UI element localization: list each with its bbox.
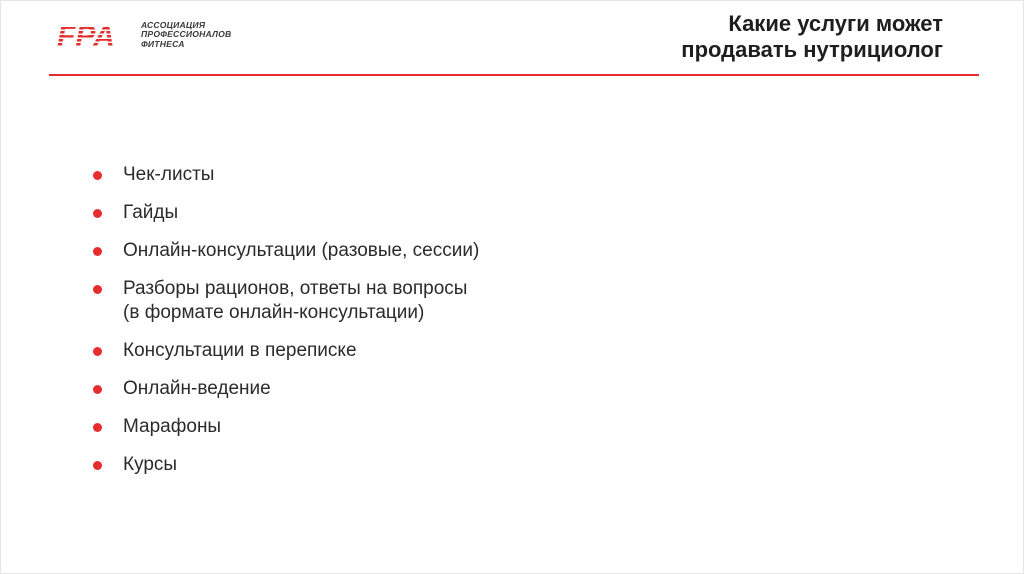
- bullet-dot-icon: [93, 171, 102, 180]
- bullet-dot-icon: [93, 461, 102, 470]
- list-item-text-continued: (в формате онлайн-консультации): [123, 302, 425, 323]
- list-item: [93, 277, 479, 325]
- svg-text:FPA: FPA: [57, 20, 115, 51]
- list-item: [93, 415, 479, 439]
- org-name-line: АССОЦИАЦИЯ: [141, 19, 206, 30]
- bullet-dot-icon: [93, 209, 102, 218]
- bullet-dot-icon: [93, 247, 102, 256]
- fpa-logo: [57, 19, 231, 51]
- bullet-dot-icon: [93, 347, 102, 356]
- bullet-dot-icon: [93, 385, 102, 394]
- list-item: [93, 201, 479, 225]
- services-list: [93, 163, 479, 491]
- list-item-text: Консультации в переписке: [123, 340, 357, 361]
- list-item-text: Разборы рационов, ответы на вопросы: [123, 278, 468, 299]
- list-item-text: Марафоны: [123, 416, 222, 437]
- list-item-text: Чек-листы: [123, 164, 215, 185]
- slide-title-line: Какие услуги может: [728, 11, 943, 36]
- list-item: [93, 453, 479, 477]
- slide-title: [523, 11, 943, 63]
- bullet-dot-icon: [93, 423, 102, 432]
- list-item-text: Онлайн-ведение: [123, 378, 271, 399]
- list-item: [93, 377, 479, 401]
- fpa-logo-mark: [57, 19, 131, 51]
- list-item-text: Онлайн-консультации (разовые, сессии): [123, 240, 480, 261]
- list-item-text: Гайды: [123, 202, 179, 223]
- header-divider: [49, 74, 979, 76]
- org-name: [141, 21, 231, 50]
- list-item-text: Курсы: [123, 454, 178, 475]
- org-name-line: ПРОФЕССИОНАЛОВ: [141, 29, 232, 40]
- org-name-line: ФИТНЕСА: [141, 38, 185, 49]
- list-item: [93, 163, 479, 187]
- bullet-dot-icon: [93, 285, 102, 294]
- list-item: [93, 339, 479, 363]
- slide-title-line: продавать нутрициолог: [681, 37, 943, 62]
- list-item: [93, 239, 479, 263]
